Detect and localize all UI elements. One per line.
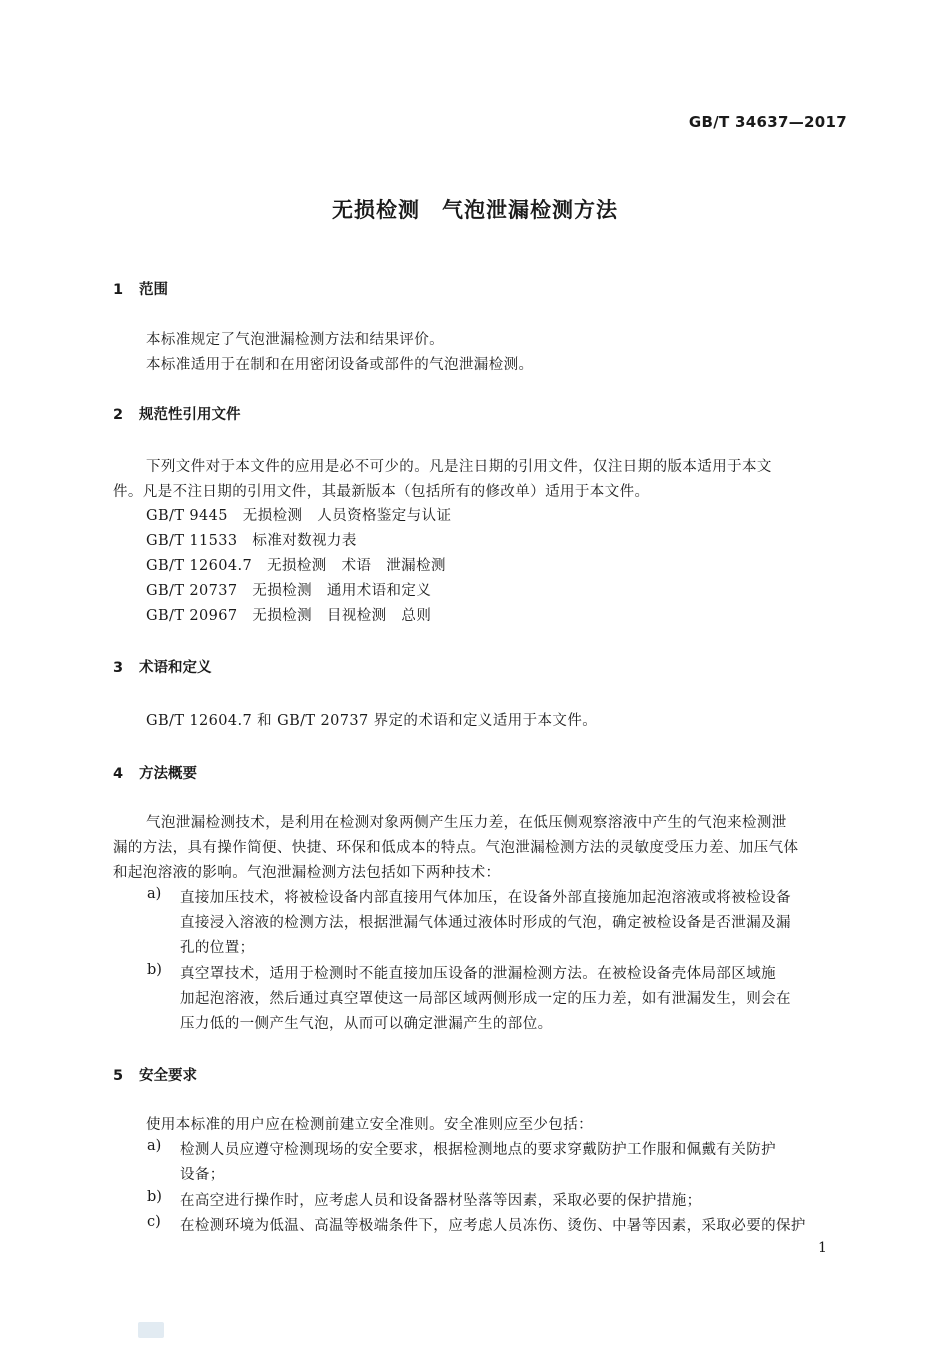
- page-number: 1: [818, 1240, 827, 1256]
- section-number: 1: [113, 282, 124, 298]
- reference-item: GB/T 11533 标准对数视力表: [146, 533, 357, 549]
- section-title: 术语和定义: [139, 660, 212, 676]
- section-number: 3: [113, 660, 124, 676]
- section-title: 规范性引用文件: [139, 407, 241, 423]
- paragraph-line: 气泡泄漏检测技术，是利用在检测对象两侧产生压力差，在低压侧观察溶液中产生的气泡来检测泄: [146, 815, 787, 831]
- list-marker: c): [147, 1214, 161, 1230]
- paragraph: 使用本标准的用户应在检测前建立安全准则。安全准则应至少包括：: [146, 1117, 593, 1133]
- paragraph: GB/T 12604.7 和 GB/T 20737 界定的术语和定义适用于本文件。: [146, 713, 598, 729]
- list-item-line: 孔的位置；: [180, 940, 255, 956]
- list-marker: b): [147, 1189, 162, 1205]
- section-title: 范围: [139, 282, 168, 298]
- paragraph-line: 件。凡是不注日期的引用文件，其最新版本（包括所有的修改单）适用于本文件。: [113, 484, 650, 500]
- list-marker: b): [147, 962, 162, 978]
- scan-mark: [138, 1322, 164, 1338]
- list-item-line: 在检测环境为低温、高温等极端条件下，应考虑人员冻伤、烫伤、中暑等因素，采取必要的保护: [180, 1218, 806, 1234]
- document-title: 无损检测 气泡泄漏检测方法: [332, 198, 618, 222]
- list-item-line: 加起泡溶液，然后通过真空罩使这一局部区域两侧形成一定的压力差，如有泄漏发生，则会在: [180, 991, 791, 1007]
- list-item-line: 直接加压技术，将被检设备内部直接用气体加压，在设备外部直接施加起泡溶液或将被检设备: [180, 890, 791, 906]
- reference-item: GB/T 12604.7 无损检测 术语 泄漏检测: [146, 558, 446, 574]
- section-number: 5: [113, 1068, 124, 1084]
- list-item-line: 设备；: [180, 1167, 225, 1183]
- list-item-line: 压力低的一侧产生气泡，从而可以确定泄漏产生的部位。: [180, 1016, 553, 1032]
- section-title: 方法概要: [139, 766, 197, 782]
- paragraph: 本标准适用于在制和在用密闭设备或部件的气泡泄漏检测。: [146, 357, 534, 373]
- paragraph: 本标准规定了气泡泄漏检测方法和结果评价。: [146, 332, 444, 348]
- section-2-heading: [113, 403, 241, 424]
- reference-item: GB/T 9445 无损检测 人员资格鉴定与认证: [146, 508, 452, 524]
- section-number: 4: [113, 766, 124, 782]
- section-number: 2: [113, 407, 124, 423]
- section-title: 安全要求: [139, 1068, 197, 1084]
- section-3-heading: [113, 656, 212, 677]
- paragraph-line: 下列文件对于本文件的应用是必不可少的。凡是注日期的引用文件，仅注日期的版本适用于本文: [146, 459, 772, 475]
- list-item-line: 在高空进行操作时，应考虑人员和设备器材坠落等因素，采取必要的保护措施；: [180, 1193, 702, 1209]
- section-4-heading: [113, 762, 197, 783]
- list-item-line: 检测人员应遵守检测现场的安全要求，根据检测地点的要求穿戴防护工作服和佩戴有关防护: [180, 1142, 776, 1158]
- paragraph-line: 和起泡溶液的影响。气泡泄漏检测方法包括如下两种技术：: [113, 865, 501, 881]
- reference-item: GB/T 20967 无损检测 目视检测 总则: [146, 608, 432, 624]
- list-item-line: 真空罩技术，适用于检测时不能直接加压设备的泄漏检测方法。在被检设备壳体局部区域施: [180, 966, 776, 982]
- reference-item: GB/T 20737 无损检测 通用术语和定义: [146, 583, 432, 599]
- paragraph-line: 漏的方法，具有操作简便、快捷、环保和低成本的特点。气泡泄漏检测方法的灵敏度受压力差、加压气体: [113, 840, 799, 856]
- section-1-heading: [113, 278, 168, 299]
- list-marker: a): [147, 1138, 162, 1154]
- section-5-heading: [113, 1064, 197, 1085]
- list-marker: a): [147, 886, 162, 902]
- standard-number: GB/T 34637—2017: [688, 113, 847, 131]
- list-item-line: 直接浸入溶液的检测方法，根据泄漏气体通过液体时形成的气泡，确定被检设备是否泄漏及漏: [180, 915, 791, 931]
